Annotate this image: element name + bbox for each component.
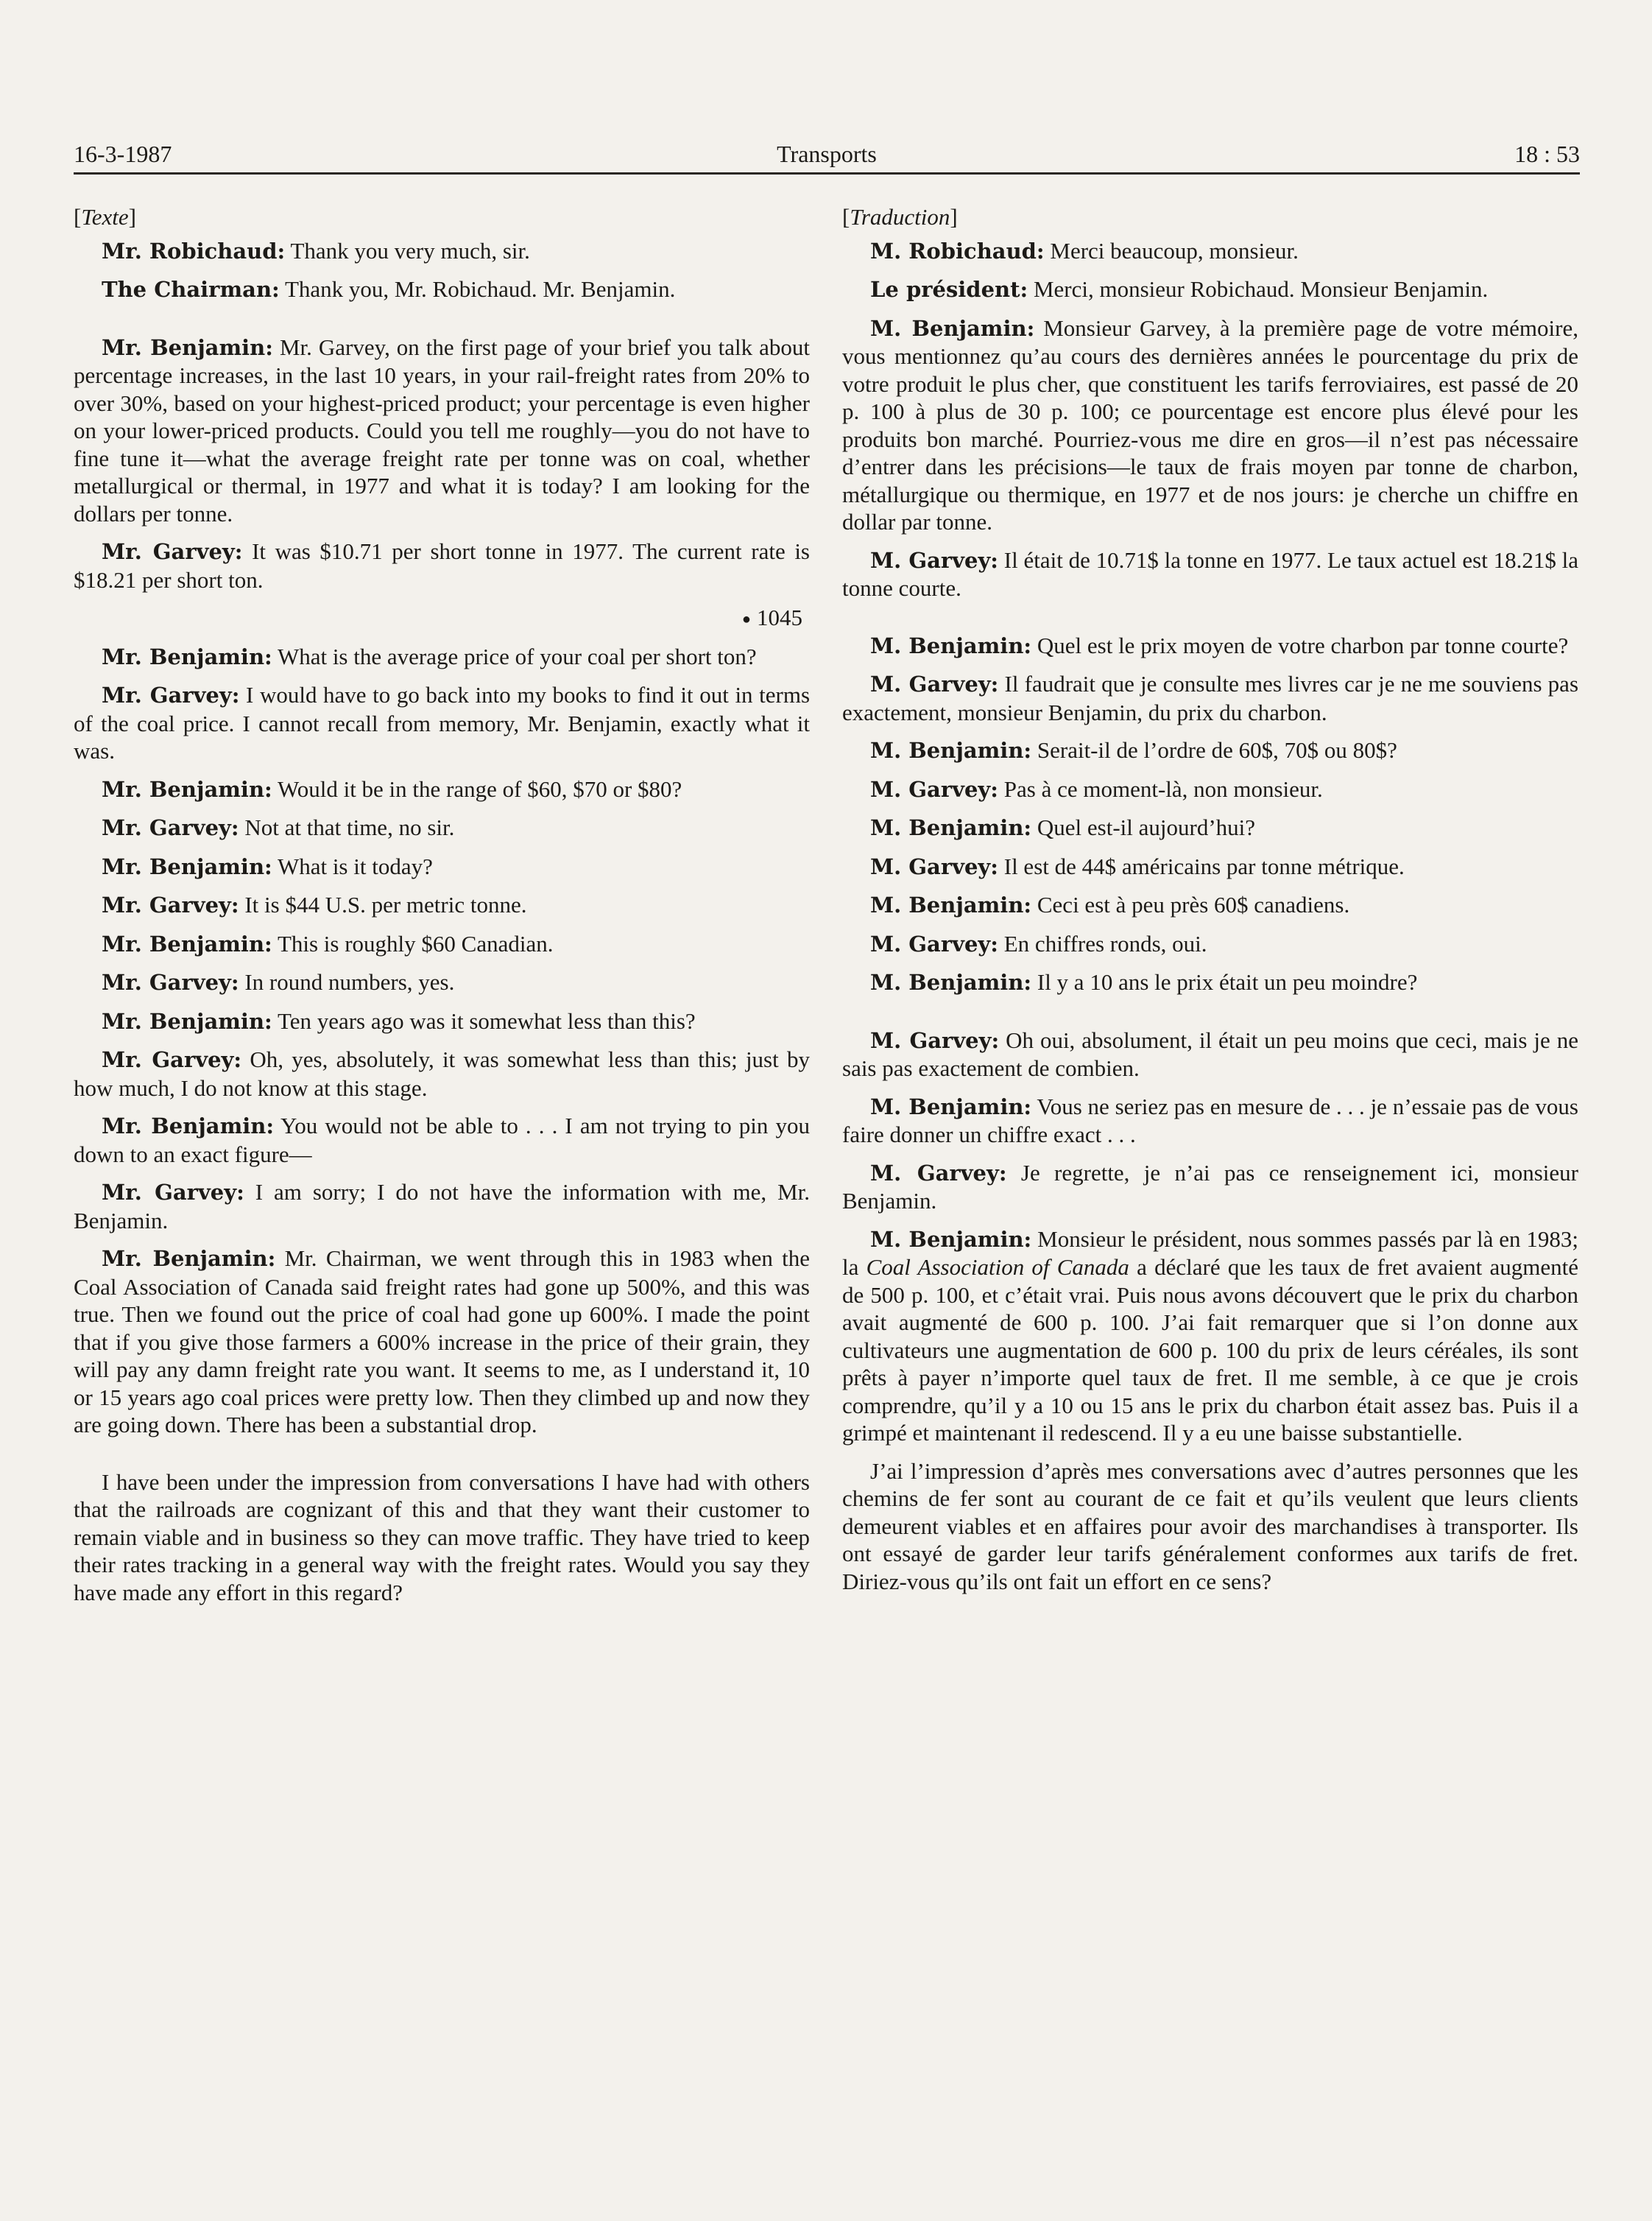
speaker-name: Mr. Benjamin: <box>102 853 272 879</box>
transcript-entry: M. Benjamin: Vous ne seriez pas en mesure de . . . je n’essaie pas de vous faire donner un chiffre exact . . . <box>842 1093 1578 1147</box>
speaker-name: Mr. Robichaud: <box>102 238 286 264</box>
speaker-name: M. Robichaud: <box>870 238 1045 264</box>
speaker-name: M. Garvey: <box>870 1160 1007 1186</box>
speaker-name: M. Benjamin: <box>870 738 1032 763</box>
header-title: Transports <box>777 141 877 167</box>
transcript-entry: M. Benjamin: Ceci est à peu près 60$ canadiens. <box>870 892 1350 918</box>
transcript-entry: The Chairman: Thank you, Mr. Robichaud. Mr. Benjamin. <box>102 276 676 302</box>
french-column <box>842 203 1578 1605</box>
transcript-entry: Mr. Robichaud: Thank you very much, sir. <box>102 237 530 264</box>
speaker-name: M. Benjamin: <box>870 633 1032 658</box>
speaker-name: Mr. Garvey: <box>102 893 239 918</box>
organization-name: Coal Association of Canada <box>866 1254 1129 1280</box>
text-marker: [Texte] <box>74 204 136 230</box>
speaker-name: Mr. Garvey: <box>102 539 243 564</box>
transcript-entry: Mr. Benjamin: Mr. Chairman, we went through this in 1983 when the Coal Association of Canada said freight rates had gone up 500%, and this was true. Then we found out the price of coal had gone up 600%. I made the point that if you give those farmers a 600% increase in the price of their grain, they will pay any damn freight rate you want. It seems to me, as I understand it, 10 or 15 years ago coal prices were pretty low. Then they climbed up and now they are going down. There has been a substantial drop. <box>74 1245 811 1438</box>
time-marker: ● 1045 <box>741 605 802 630</box>
speaker-name: Mr. Garvey: <box>102 815 239 841</box>
speaker-name: The Chairman: <box>102 277 280 302</box>
transcript-entry: M. Benjamin: Quel est-il aujourd’hui? <box>870 814 1256 840</box>
speaker-name: M. Garvey: <box>870 931 998 957</box>
speaker-name: Mr. Garvey: <box>102 1047 242 1073</box>
transcript-entry: M. Benjamin: Il y a 10 ans le prix était un peu moindre? <box>870 969 1418 995</box>
transcript-entry: Mr. Benjamin: What is it today? <box>102 853 433 879</box>
speaker-name: Mr. Garvey: <box>102 1180 244 1205</box>
speaker-name: M. Benjamin: <box>870 970 1032 995</box>
speaker-name: Mr. Benjamin: <box>102 1113 275 1139</box>
transcript-entry: Mr. Benjamin: This is roughly $60 Canadian. <box>102 930 554 957</box>
speaker-name: Mr. Benjamin: <box>102 776 272 802</box>
header-date: 16-3-1987 <box>74 141 172 167</box>
speaker-name: Mr. Garvey: <box>102 970 239 996</box>
transcript-entry: Mr. Garvey: I am sorry; I do not have the information with me, Mr. Benjamin. <box>74 1179 810 1233</box>
speaker-name: Mr. Garvey: <box>102 683 240 708</box>
transcript-entry: M. Garvey: Pas à ce moment-là, non monsieur. <box>870 775 1323 802</box>
transcript-entry: Mr. Garvey: Oh, yes, absolutely, it was somewhat less than this; just by how much, I do not know at this stage. <box>74 1046 810 1101</box>
speaker-name: M. Garvey: <box>870 776 998 802</box>
transcript-entry: Le président: Merci, monsieur Robichaud. Monsieur Benjamin. <box>870 276 1489 302</box>
page-header <box>74 134 1580 175</box>
speaker-name: M. Garvey: <box>870 672 999 697</box>
header-page-number: 18 : 53 <box>1514 141 1580 167</box>
transcript-entry: M. Garvey: Il est de 44$ américains par tonne métrique. <box>870 853 1405 879</box>
transcript-entry: M. Garvey: Oh oui, absolument, il était un peu moins que ceci, mais je ne sais pas exactement de combien. <box>842 1027 1578 1081</box>
english-column <box>74 203 810 1616</box>
speaker-name: M. Garvey: <box>870 853 998 879</box>
bullet-icon: ● <box>741 611 751 628</box>
transcript-entry: Mr. Garvey: In round numbers, yes. <box>102 969 455 996</box>
speaker-name: M. Garvey: <box>870 1027 1000 1053</box>
transcript-entry: M. Benjamin: Serait-il de l’ordre de 60$, 70$ ou 80$? <box>870 737 1397 763</box>
speaker-name: M. Benjamin: <box>870 893 1032 918</box>
transcript-entry: M. Garvey: Il était de 10.71$ la tonne en 1977. Le taux actuel est 18.21$ la tonne courte. <box>842 546 1579 601</box>
transcript-entry: Mr. Garvey: I would have to go back into my books to find it out in terms of the coal price. I cannot recall from memory, Mr. Benjamin, exactly what it was. <box>74 682 811 764</box>
transcript-entry: Mr. Garvey: Not at that time, no sir. <box>102 814 455 841</box>
transcript-entry: M. Benjamin: Monsieur Garvey, à la première page de votre mémoire, vous mentionnez qu’au cours des dernières années le pourcentage du prix de votre produit le plus cher, que constituent les tarifs ferroviaires, est passé de 20 p. 100 à plus de 30 p. 100; ce pourcentage est encore plus élevé pour les produits bon marché. Pourriez-vous me dire en gros—il n’est pas nécessaire d’entrer dans les précisions—le taux de frais moyen par tonne de charbon, métallurgique ou thermique, en 1977 et de nos jours: je cherche un chiffre en dollar par tonne. <box>842 314 1578 535</box>
transcript-entry: Mr. Benjamin: You would not be able to . . . I am not trying to pin you down to an exact figure— <box>74 1113 811 1167</box>
speaker-name: Mr. Benjamin: <box>102 931 272 957</box>
speaker-name: M. Benjamin: <box>870 315 1035 341</box>
speaker-name: Mr. Benjamin: <box>102 1246 276 1272</box>
transcript-entry: Mr. Benjamin: Ten years ago was it somewhat less than this? <box>102 1007 696 1034</box>
transcript-entry: Mr. Garvey: It was $10.71 per short tonne in 1977. The current rate is $18.21 per short ton. <box>74 538 810 593</box>
transcript-entry: M. Benjamin: Quel est le prix moyen de votre charbon par tonne courte? <box>870 632 1569 658</box>
transcript-paragraph: J’ai l’impression d’après mes conversations avec d’autres personnes que les chemins de fer sont au courant de ce fait et qu’ils veulent que leurs clients demeurent viables et en affaires pour avoir des marchandises à transporter. Ils ont essayé de garder leur tarifs généralement conformes aux tarifs de fret. Diriez-vous qu’ils ont fait un effort en ce sens? <box>842 1457 1578 1594</box>
speaker-name: M. Benjamin: <box>870 1226 1032 1252</box>
speaker-name: Mr. Benjamin: <box>102 334 273 360</box>
transcript-entry: Mr. Garvey: It is $44 U.S. per metric tonne. <box>102 892 527 918</box>
transcript-entry: M. Benjamin: Monsieur le président, nous sommes passés par là en 1983; la Coal Association of Canada a déclaré que les taux de fret avaient augmenté de 500 p. 100, et c’était vrai. Puis nous avons découvert que le prix du charbon avait augmenté de 600 p. 100. J’ai fait remarquer que si l’on donne aux cultivateurs une augmentation de 600 p. 100 du prix de leurs céréales, ils sont prêts à payer n’importe quel taux de fret. Il me semble, à ce que je crois comprendre, qu’il y a 10 ou 15 ans le prix du charbon était assez bas. Puis il a grimpé et maintenant il redescend. Il y a eu une baisse substantielle. <box>842 1225 1579 1446</box>
transcript-entry: M. Garvey: Il faudrait que je consulte mes livres car je ne me souviens pas exactement, monsieur Benjamin, du prix du charbon. <box>842 671 1579 725</box>
speaker-name: M. Garvey: <box>870 547 999 573</box>
transcript-entry: M. Garvey: En chiffres ronds, oui. <box>870 930 1207 957</box>
transcript-entry: M. Robichaud: Merci beaucoup, monsieur. <box>870 237 1299 264</box>
transcript-paragraph: I have been under the impression from conversations I have had with others that the railroads are cognizant of this and that they want their customer to remain viable and in business so they can move traffic. They have tried to keep their rates tracking in a general way with the freight rates. Would you say they have made any effort in this regard? <box>74 1468 810 1605</box>
transcript-entry: M. Garvey: Je regrette, je n’ai pas ce renseignement ici, monsieur Benjamin. <box>842 1159 1578 1214</box>
transcript-entry: Mr. Benjamin: Mr. Garvey, on the first page of your brief you talk about percentage increases, in the last 10 years, in your rail-freight rates from 20% to over 30%, based on your highest-priced product; your percentage is even higher on your lower-priced products. Could you tell me roughly—you do not have to fine tune it—what the average freight rate per tonne was on coal, whether metallurgical or thermal, in 1977 and what it is today? I am looking for the dollars per tonne. <box>74 334 810 527</box>
speaker-name: Mr. Benjamin: <box>102 1008 272 1034</box>
transcript-entry: Mr. Benjamin: What is the average price of your coal per short ton? <box>102 643 757 669</box>
speaker-name: M. Benjamin: <box>870 815 1032 840</box>
speaker-name: Mr. Benjamin: <box>102 644 272 669</box>
speaker-name: Le président: <box>870 277 1028 302</box>
transcript-entry: Mr. Benjamin: Would it be in the range of $60, $70 or $80? <box>102 775 682 802</box>
speaker-name: M. Benjamin: <box>870 1094 1032 1119</box>
translation-marker: [Traduction] <box>842 204 958 230</box>
